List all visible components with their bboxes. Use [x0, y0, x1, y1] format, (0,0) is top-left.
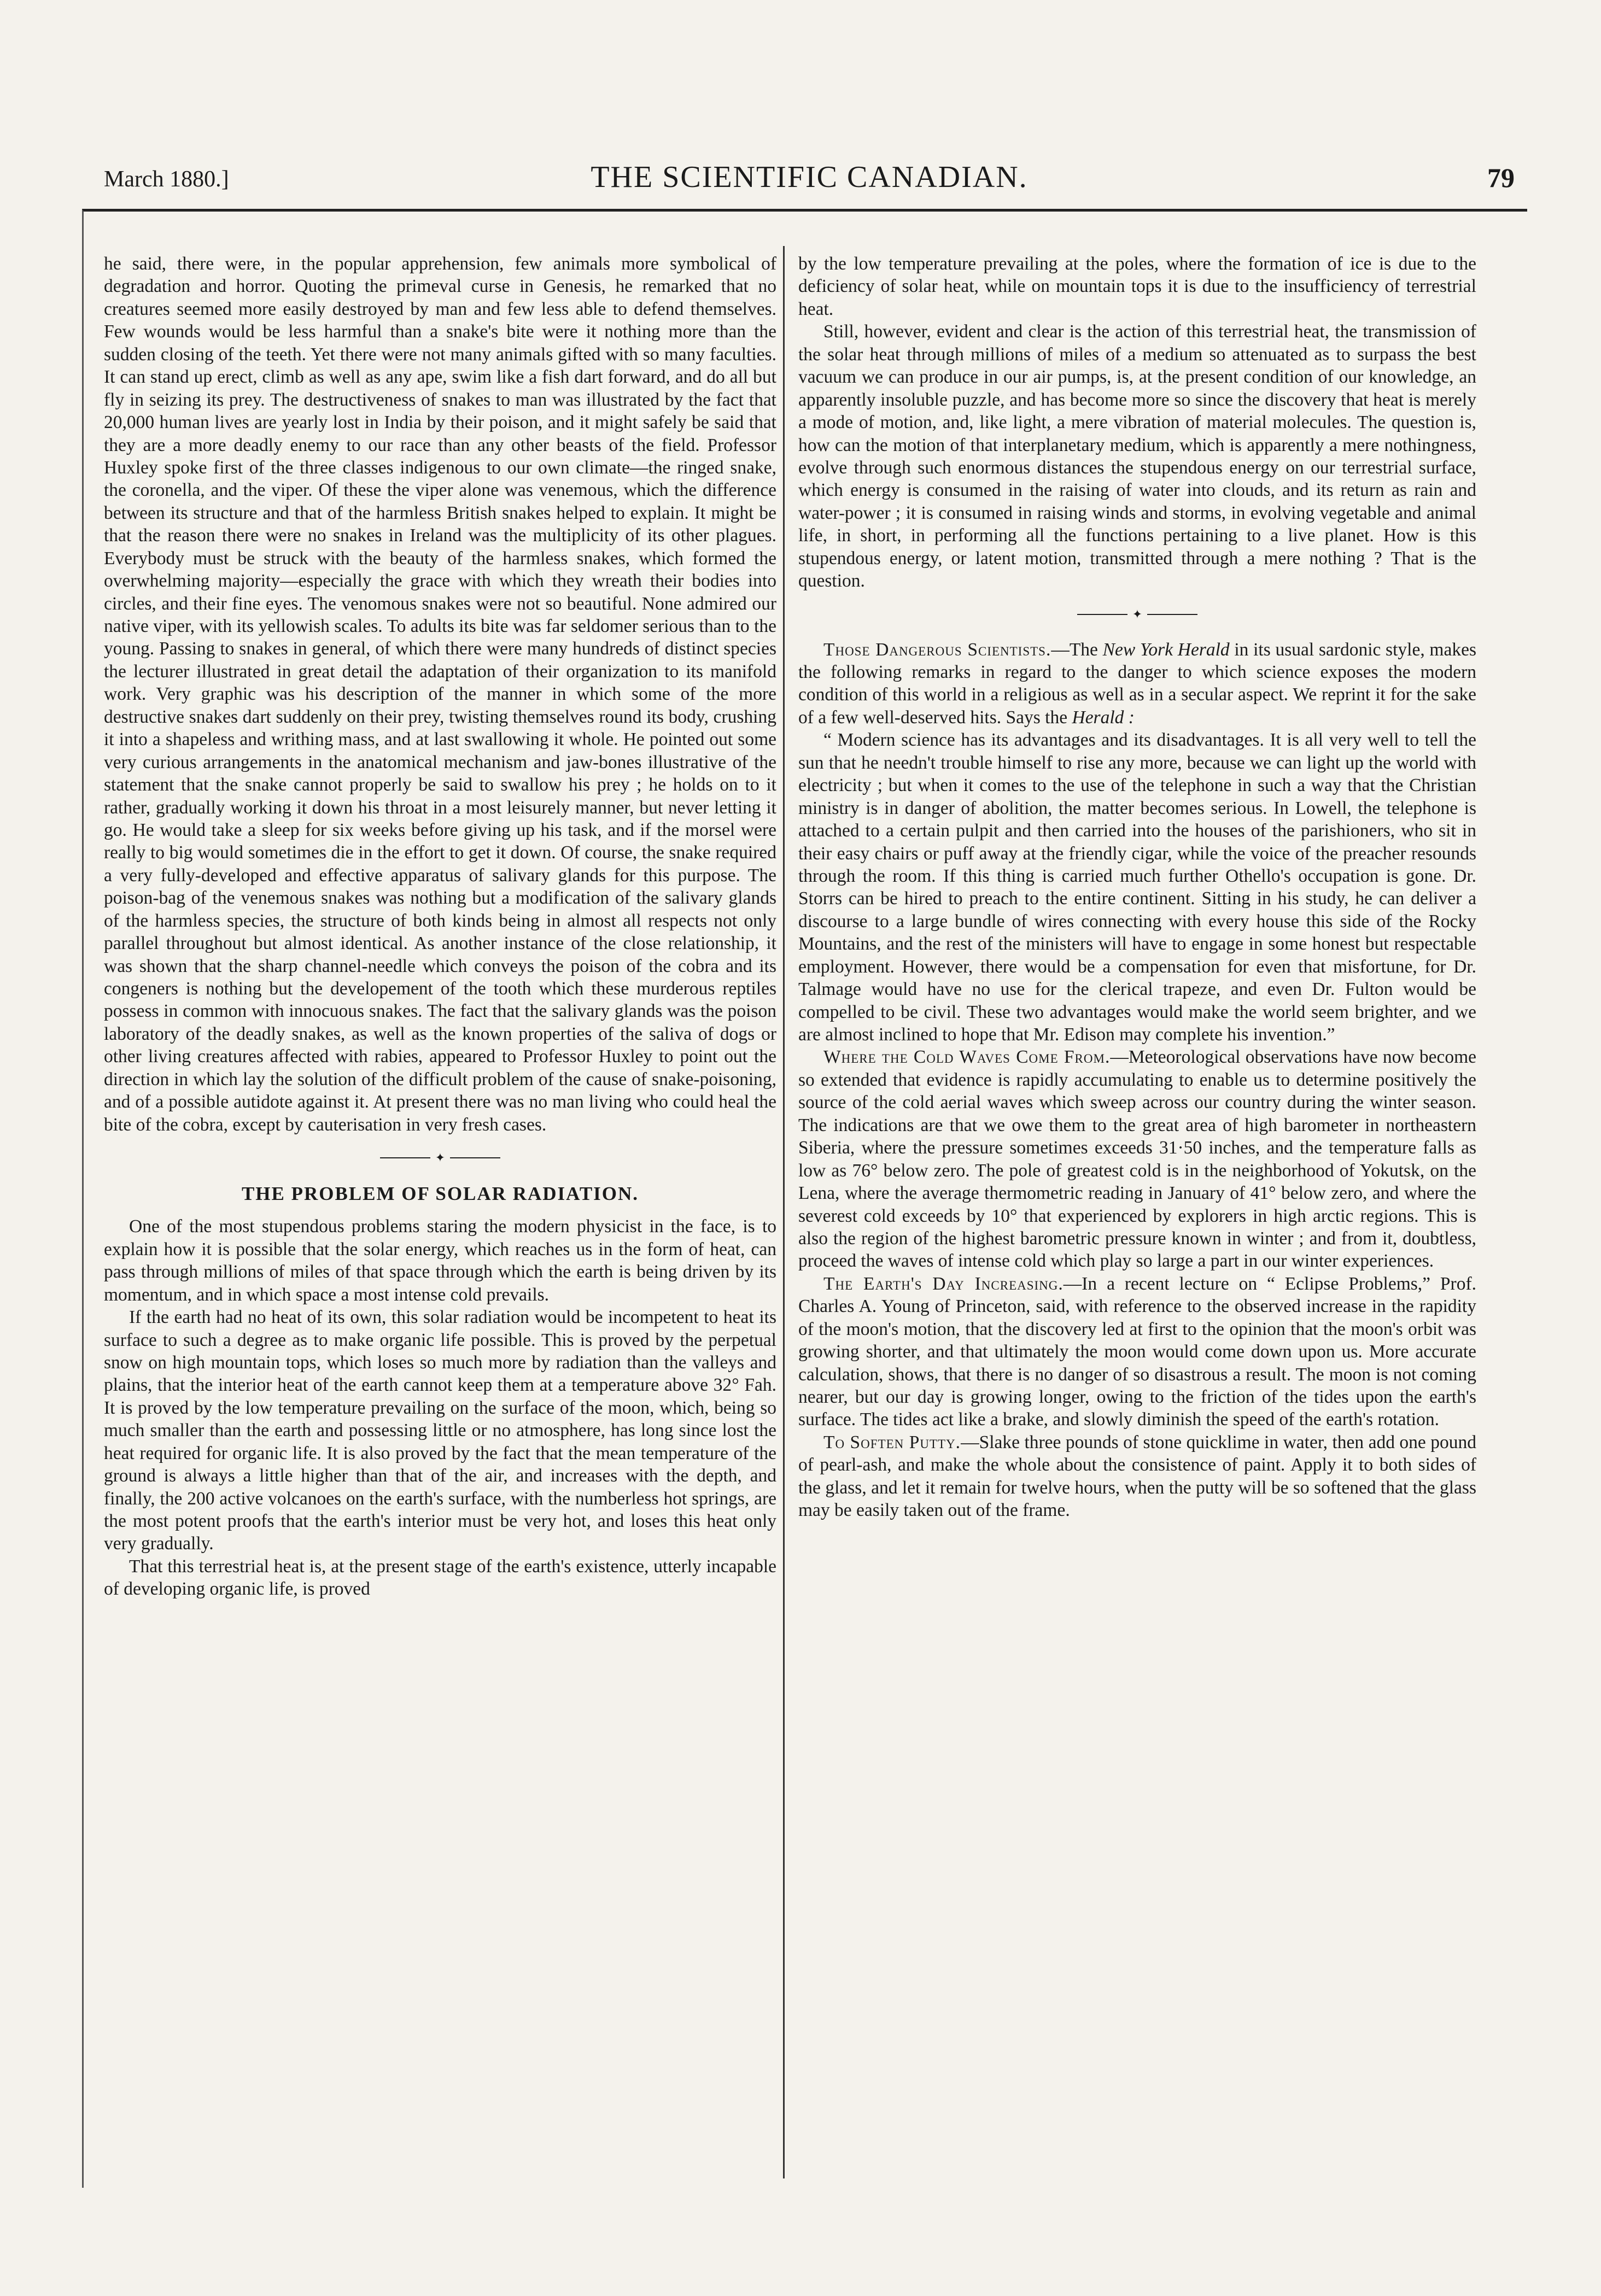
scientists-title: Those Dangerous Scientists. [823, 639, 1051, 660]
page-header [104, 160, 1515, 198]
radiation-paragraph-3: That this terrestrial heat is, at the present stage of the earth's existence, utterly incapable of developing organic life, is proved [104, 1556, 776, 1600]
cold-waves-paragraph: Where the Cold Waves Come From.—Meteorological observations have now become so extended that evidence is rapidly accumulating to enable us to determine positively the source of the cold aerial waves which sweep across our country during the winter season. The indications are that we owe them to the great area of high barometer in northeastern Siberia, where the pressure sometimes exceeds 31·50 inches, and the temperature falls as low as 76° below zero. The pole of greatest cold is in the neighborhood of Yokutsk, on the Lena, where the average thermometric reading in January of 41° below zero, and where the severest cold exceeds by 10° that experienced by explorers in high arctic regions. This is also the region of the highest barometric pressure known in winter ; and from it, doubtless, proceed the waves of intense cold which play so large a part in our winter experiences. [798, 1047, 1476, 1272]
publication-title: THE SCIENTIFIC CANADIAN. [591, 160, 1028, 194]
left-column [104, 253, 776, 2177]
snakes-article-text: he said, there were, in the popular apprehension, few animals more symbolical of degradation and horror. Quoting the primeval curse in Genesis, he remarked that no creatures seemed more easily destroyed by man and few less able to defend themselves. Few wounds would be less harmful than a snake's bite were it nothing more than the sudden closing of the teeth. Yet there were not many animals gifted with so many faculties. It can stand up erect, climb as well as any ape, swim like a fish dart forward, and do all but fly in seizing its prey. The destructiveness of snakes to man was illustrated by the fact that 20,000 human lives are yearly lost in India by their poison, and it might safely be said that they are a more deadly enemy to our race than any other beasts of the field. Professor Huxley spoke first of the three classes indigenous to our own climate—the ringed snake, the coronella, and the viper. Of these the viper alone was venemous, which the difference between its structure and that of the harmless British snakes helped to explain. It might be that the reason there were no snakes in Ireland was the multiplicity of its other plagues. Everybody must be struck with the beauty of the harmless snakes, which formed the overwhelming majority—especially the grace with which they wreath their bodies into circles, and their fine eyes. The venomous snakes were not so beautiful. None admired our native viper, with its yellowish scales. To adults its bite was far seldomer serious than to the young. Passing to snakes in general, of which there were many hundreds of distinct species the lecturer illustrated in great detail the adaptation of their organization to its manifold work. Very graphic was his description of the manner in which some of the more destructive snakes dart suddenly on their prey, twisting themselves round its body, crushing it into a shapeless and writhing mass, and at last swallowing it whole. He pointed out some very curious arrangements in the anatomical mechanism and jaw-bones illustrative of the statement that the snake cannot properly be said to swallow his prey ; he holds on to it rather, gradually working it down his throat in a most leisurely manner, but never letting it go. He would take a sleep for six weeks before giving up his task, and if the morsel were really to big would sometimes die in the effort to get it down. Of course, the snake required a very fully-developed and effective apparatus of salivary glands for this purpose. The poison-bag of the venemous snakes was nothing but a modification of the salivary glands of the harmless species, the structure of both kinds being in almost all respects not only parallel throughout but almost identical. As another instance of the close relationship, it was shown that the sharp channel-needle which conveys the poison of the cobra and its congeners is nothing but the developement of the tooth which these murderous reptiles possess in common with innocuous snakes. The fact that the salivary glands was the poison laboratory of the deadly snakes, as well as the known properties of the saliva of dogs or other living creatures affected with rabies, appeared to Professor Huxley to point out the direction in which lay the solution of the difficult problem of the cause of snake-poisoning, and of a possible autidote against it. At present there was no man living who could heal the bite of the cobra, except by cauterisation in very fresh cases. [104, 254, 776, 1135]
solar-radiation-heading: THE PROBLEM OF SOLAR RADIATION. [241, 1183, 639, 1205]
putty-title: To Soften Putty. [823, 1432, 961, 1452]
issue-date: March 1880.] [104, 167, 229, 192]
newspaper-name: New York Herald [1102, 639, 1230, 660]
herald-ref: Herald : [1072, 707, 1135, 728]
ornament-divider [798, 609, 1476, 620]
ornament-icon: ✦ [430, 1152, 450, 1163]
cold-waves-title: Where the Cold Waves Come From. [823, 1047, 1111, 1068]
earths-day-paragraph: The Earth's Day Increasing.—In a recent lecture on “ Eclipse Problems,” Prof. Charles A. Young of Princeton, said, with reference to the observed increase in the rapidity of the moon's motion, that the discovery led at first to the opinion that the moon's orbit was growing shorter, and that ultimately the moon would come down upon us. More accurate calculation, shows, that there is no danger of so disastrous a result. The moon is not coming nearer, but our day is growing longer, owing to the friction of the tides upon the earth's surface. The tides act like a brake, and slowly diminish the speed of the earth's rotation. [798, 1273, 1476, 1430]
earths-day-title: The Earth's Day Increasing. [823, 1273, 1064, 1294]
radiation-continued: by the low temperature prevailing at the poles, where the formation of ice is due to the deficiency of solar heat, while on mountain tops it is due to the insufficiency of terrestrial heat. [798, 254, 1476, 319]
herald-quote: “ Modern science has its advantages and its disadvantages. It is all very well to tell the sun that he needn't trouble himself to rise any more, because we can light up the world with electricity ; but when it comes to the use of the telephone in such a way that the Christian ministry is in danger of abolition, the matter becomes serious. In Lowell, the telephone is attached to a certain pulpit and then carried into the houses of the parishioners, who sit in their easy chairs or puff away at the friendly cigar, while the voice of the preacher resounds through the room. If this thing is carried much further Othello's occupation is gone. Dr. Storrs can be hired to preach to the entire continent. Sitting in his study, he can deliver a discourse to a large bundle of wires connecting with every house this side of the Rocky Mountains, and the rest of the ministers will have to engage in some honest but respectable employment. However, there would be a compensation for even that misfortune, for Dr. Talmage would have no use for the clerical trapeze, and even Dr. Fulton would be compelled to be civil. These two advantages would make the world seem brighter, and we are almost inclined to hope that Mr. Edison may complete his invention.” [798, 730, 1476, 1045]
column-divider [783, 246, 785, 2178]
right-column [798, 253, 1476, 2177]
radiation-paragraph-4: Still, however, evident and clear is the action of this terrestrial heat, the transmission of the solar heat through millions of miles of a medium so attenuated as to surpass the best vacuum we can produce in our air pumps, is, at the present condition of our knowledge, an apparently insoluble puzzle, and has become more so since the discovery that heat is merely a mode of motion, and, like light, a mere vibration of material molecules. The question is, how can the motion of that interplanetary medium, which is apparently a mere nothingness, evolve through such enormous distances the stupendous energy on our terrestrial surface, which energy is consumed in the raising of water into clouds, and its return as rain and water-power ; it is consumed in raising winds and storms, in evolving vegetable and animal life, in short, in performing all the functions pertaining to a live planet. How is this stupendous energy, or latent motion, transmitted through a mere nothing ? That is the question. [798, 321, 1476, 591]
putty-paragraph: To Soften Putty.—Slake three pounds of stone quicklime in water, then add one pound of pearl-ash, and make the whole about the consistence of paint. Apply it to both sides of the glass, and let it remain for twelve hours, when the putty will be so softened that the glass may be easily taken out of the frame. [798, 1432, 1476, 1521]
page-number: 79 [1487, 162, 1515, 193]
ornament-icon: ✦ [1127, 609, 1147, 620]
scientists-paragraph: Those Dangerous Scientists.—The New York Herald in its usual sardonic style, makes the following remarks in regard to the danger to which science exposes the modern condition of this world in a religious as well as in a secular aspect. We reprint it for the sake of a few well-deserved hits. Says the Herald : [798, 639, 1476, 728]
ornament-divider [104, 1152, 776, 1163]
radiation-paragraph-2: If the earth had no heat of its own, this solar radiation would be incompetent to heat its surface to such a degree as to make organic life possible. This is proved by the perpetual snow on high mountain tops, which loses so much more by radiation than the valleys and plains, that the interior heat of the earth cannot keep them at a temperature above 32° Fah. It is proved by the low temperature prevailing on the surface of the moon, which, being so much smaller than the earth and possessing little or no atmosphere, has long since lost the heat required for organic life. It is also proved by the fact that the mean temperature of the ground is always a little higher than that of the air, and increases with the depth, and finally, the 200 active volcanoes on the earth's surface, with the numberless hot springs, are the most potent proofs that the earth's interior must be very hot, and loses this heat only very gradually. [104, 1307, 776, 1554]
radiation-paragraph-1: One of the most stupendous problems staring the modern physicist in the face, is to explain how it is possible that the solar energy, which reaches us in the form of heat, can pass through millions of miles of that space through which the earth is being driven by its momentum, and in which space a most intense cold prevails. [104, 1216, 776, 1305]
